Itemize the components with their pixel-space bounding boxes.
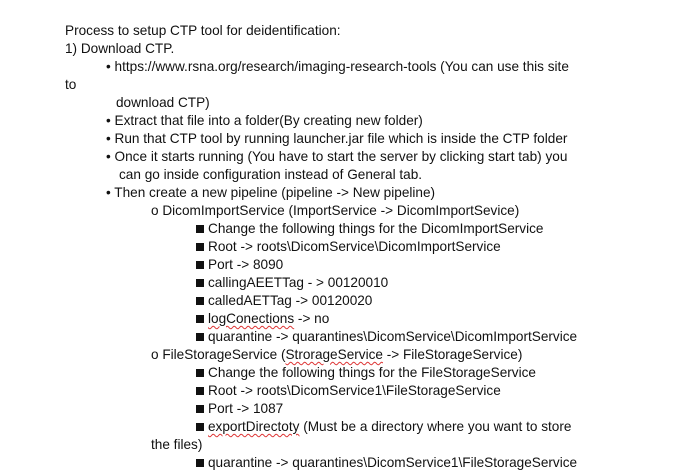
file-storage-item — [196, 364, 536, 382]
dicom-import-item — [196, 220, 543, 238]
dicom-import-item — [196, 310, 329, 328]
square-bullet-icon — [196, 261, 204, 269]
step-1: 1) Download CTP. — [65, 41, 175, 56]
dicom-import-item — [196, 256, 283, 274]
square-bullet-icon — [196, 405, 204, 413]
document-title: Process to setup CTP tool for deidentification: — [65, 23, 341, 38]
bullet-run — [106, 130, 567, 148]
square-bullet-icon — [196, 459, 204, 467]
bullet-dot-icon: • — [106, 149, 115, 164]
file-storage-item — [196, 382, 501, 400]
dicom-import-item — [196, 292, 372, 310]
bullet-extract — [106, 112, 423, 130]
misspelled-word[interactable]: StrorageService — [285, 347, 383, 362]
square-bullet-icon — [196, 225, 204, 233]
item-text: Change the following things for the FileStorageService — [208, 365, 536, 380]
bullet-dot-icon: • — [106, 113, 115, 128]
item-text: (Must be a directory where you want to store — [299, 419, 572, 434]
item-text: Change the following things for the DicomImportService — [208, 221, 544, 236]
bullet-dot-icon: • — [106, 59, 115, 74]
bullet-dot-icon: • — [106, 131, 115, 146]
bullet-text: Extract that file into a folder(By creating new folder) — [114, 113, 423, 128]
file-storage-item — [196, 400, 283, 418]
square-bullet-icon — [196, 369, 204, 377]
url-wrap: to — [65, 77, 77, 92]
bullet-text: Once it starts running (You have to start the server by clicking start tab) you — [114, 149, 568, 164]
bullet-once — [106, 148, 567, 166]
square-bullet-icon — [196, 243, 204, 251]
dicom-import-heading: o DicomImportService (ImportService -> DicomImportSevice) — [151, 203, 520, 218]
bullet-text: Then create a new pipeline (pipeline -> New pipeline) — [114, 185, 436, 200]
file-storage-item — [196, 418, 571, 436]
misspelled-word[interactable]: logConections — [208, 311, 295, 326]
bullet-url — [106, 58, 569, 76]
square-bullet-icon — [196, 423, 204, 431]
square-bullet-icon — [196, 387, 204, 395]
bullet-pipeline — [106, 184, 435, 202]
square-bullet-icon — [196, 315, 204, 323]
url-wrap-2: download CTP) — [116, 95, 210, 110]
dicom-import-item — [196, 238, 501, 256]
item-text: -> no — [294, 311, 330, 326]
dicom-import-item — [196, 328, 577, 346]
item-text: Root -> roots\DicomService\DicomImportService — [208, 239, 501, 254]
square-bullet-icon — [196, 333, 204, 341]
item-text: calledAETTag -> 00120020 — [208, 293, 373, 308]
item-text: quarantine -> quarantines\DicomService1\FileStorageService — [208, 455, 578, 470]
bullet-text: Run that CTP tool by running launcher.jar file which is inside the CTP folder — [114, 131, 568, 146]
file-storage-item — [196, 454, 577, 472]
url-text[interactable]: https://www.rsna.org/research/imaging-research-tools (You can use this site — [114, 59, 569, 74]
heading-text: o FileStorageService ( — [151, 347, 286, 362]
item-text: quarantine -> quarantines\DicomService\DicomImportService — [208, 329, 578, 344]
item-text: callingAEETTag - > 00120010 — [208, 275, 389, 290]
item-text: Port -> 1087 — [208, 401, 284, 416]
file-storage-item-wrap: the files) — [151, 437, 203, 452]
square-bullet-icon — [196, 297, 204, 305]
misspelled-word[interactable]: exportDirectoty — [208, 419, 300, 434]
file-storage-heading — [151, 346, 522, 364]
bullet-once-wrap: can go inside configuration instead of General tab. — [119, 167, 423, 182]
square-bullet-icon — [196, 279, 204, 287]
bullet-dot-icon: • — [106, 185, 115, 200]
item-text: Port -> 8090 — [208, 257, 284, 272]
item-text: Root -> roots\DicomService1\FileStorageService — [208, 383, 501, 398]
dicom-import-item — [196, 274, 388, 292]
heading-text: -> FileStorageService) — [382, 347, 523, 362]
